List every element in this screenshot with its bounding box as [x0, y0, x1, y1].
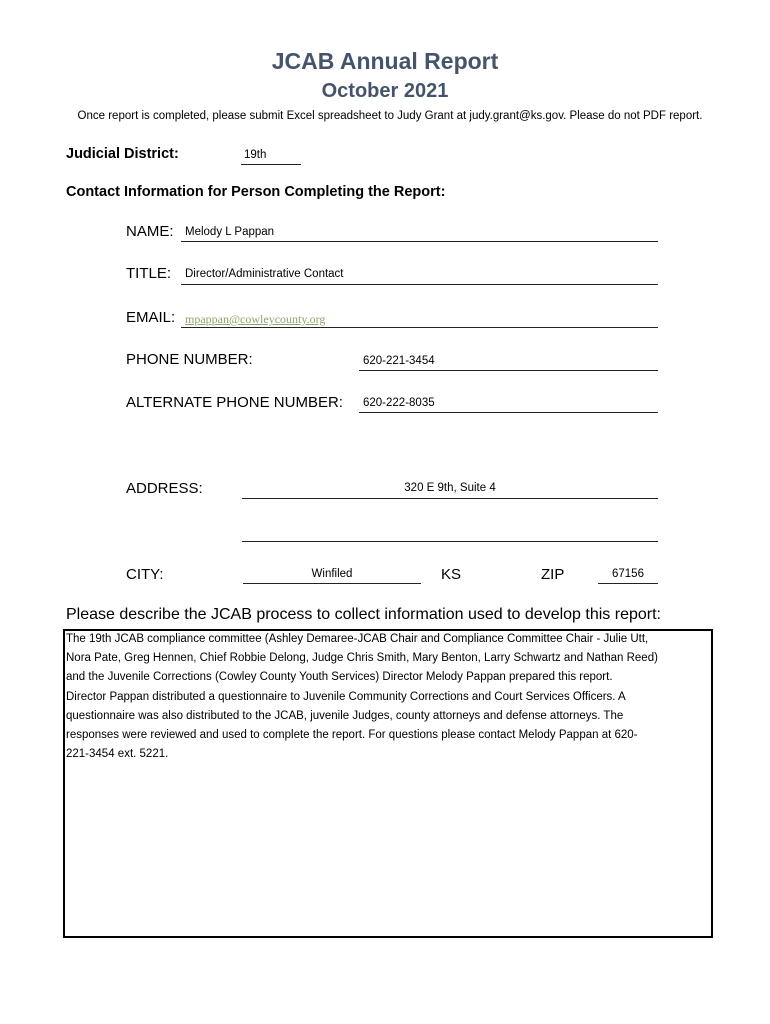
name-underline — [181, 241, 658, 242]
alt-phone-value[interactable]: 620-222-8035 — [363, 397, 435, 409]
process-description-text — [66, 630, 711, 764]
email-label: EMAIL: — [126, 309, 176, 326]
report-period: October 2021 — [321, 80, 449, 102]
process-line: and the Juvenile Corrections (Cowley County Youth Services) Director Melody Pappan prepared this report. — [66, 671, 613, 684]
zip-label: ZIP — [541, 566, 565, 583]
address-label: ADDRESS: — [126, 480, 203, 497]
phone-value[interactable]: 620-221-3454 — [363, 355, 435, 367]
state-value: KS — [441, 566, 462, 583]
name-label: NAME: — [126, 223, 174, 240]
process-line: The 19th JCAB compliance committee (Ashley Demaree-JCAB Chair and Compliance Committee Chair - Julie Utt, — [66, 633, 649, 645]
alt-phone-underline — [359, 412, 658, 413]
city-underline — [243, 583, 421, 584]
judicial-district-label: Judicial District: — [66, 146, 179, 162]
address-underline-2[interactable] — [242, 541, 658, 542]
contact-heading: Contact Information for Person Completing the Report: — [66, 184, 446, 200]
process-line: responses were reviewed and used to complete the report. For questions please contact Melody Pappan at 620- — [66, 729, 638, 742]
phone-underline — [359, 370, 658, 371]
alt-phone-label: ALTERNATE PHONE NUMBER: — [126, 394, 343, 411]
submission-instructions: Once report is completed, please submit Excel spreadsheet to Judy Grant at judy.grant@ks.gov. Please do not PDF report. — [77, 110, 703, 122]
address-value[interactable]: 320 E 9th, Suite 4 — [404, 482, 496, 494]
process-description-label: Please describe the JCAB process to collect information used to develop this report: — [66, 606, 661, 623]
name-value[interactable]: Melody L Pappan — [185, 226, 275, 238]
zip-value[interactable]: 67156 — [612, 568, 644, 580]
email-underline — [181, 327, 658, 328]
email-link[interactable]: mpappan@cowleycounty.org — [185, 312, 326, 326]
process-line: Director Pappan distributed a questionnaire to Juvenile Community Corrections and Court Services Officers. A — [66, 690, 626, 703]
judicial-district-underline — [241, 164, 301, 165]
process-line: questionnaire was also distributed to the JCAB, juvenile Judges, county attorneys and defense attorneys. The — [66, 709, 624, 722]
title-value[interactable]: Director/Administrative Contact — [185, 268, 344, 280]
city-label: CITY: — [126, 566, 164, 583]
address-underline-1 — [242, 498, 658, 499]
title-underline — [181, 284, 658, 285]
report-title: JCAB Annual Report — [271, 48, 499, 74]
process-line: Nora Pate, Greg Hennen, Chief Robbie Delong, Judge Chris Smith, Mary Benton, Larry Schwartz and Nathan Reed) — [66, 652, 658, 665]
title-label: TITLE: — [126, 265, 172, 282]
zip-underline — [598, 583, 658, 584]
judicial-district-value[interactable]: 19th — [244, 149, 267, 161]
phone-label: PHONE NUMBER: — [126, 351, 253, 368]
city-value[interactable]: Winfiled — [311, 568, 353, 580]
process-line: 221-3454 ext. 5221. — [66, 748, 169, 761]
